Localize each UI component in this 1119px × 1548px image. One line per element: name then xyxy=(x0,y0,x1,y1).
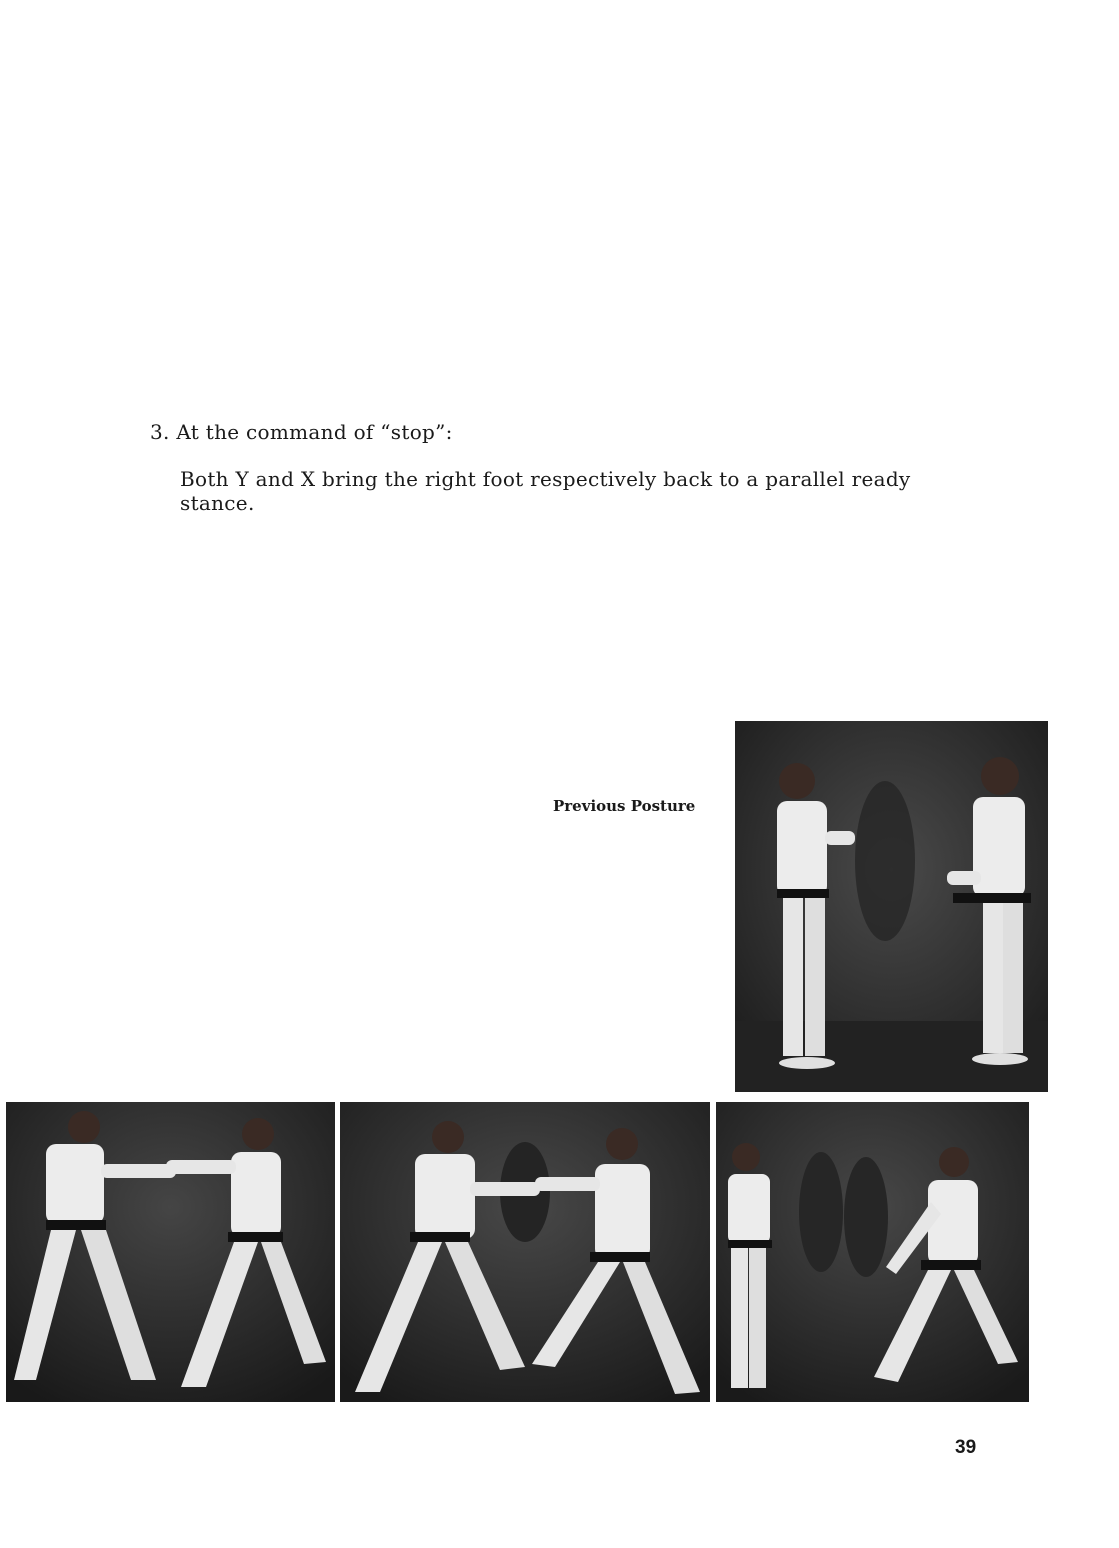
sequence-photo-2 xyxy=(340,1102,710,1402)
previous-posture-photo xyxy=(735,721,1048,1092)
page-number: 39 xyxy=(955,1437,977,1458)
figure-left xyxy=(728,1143,772,1388)
step-body-text: Both Y and X bring the right foot respectively back to a parallel ready stance. xyxy=(180,467,911,515)
photo-caption: Previous Posture xyxy=(553,797,696,815)
step-heading: 3. At the command of “stop”: xyxy=(150,420,453,444)
sequence-photo-1 xyxy=(6,1102,335,1402)
sequence-photo-3 xyxy=(716,1102,1029,1402)
